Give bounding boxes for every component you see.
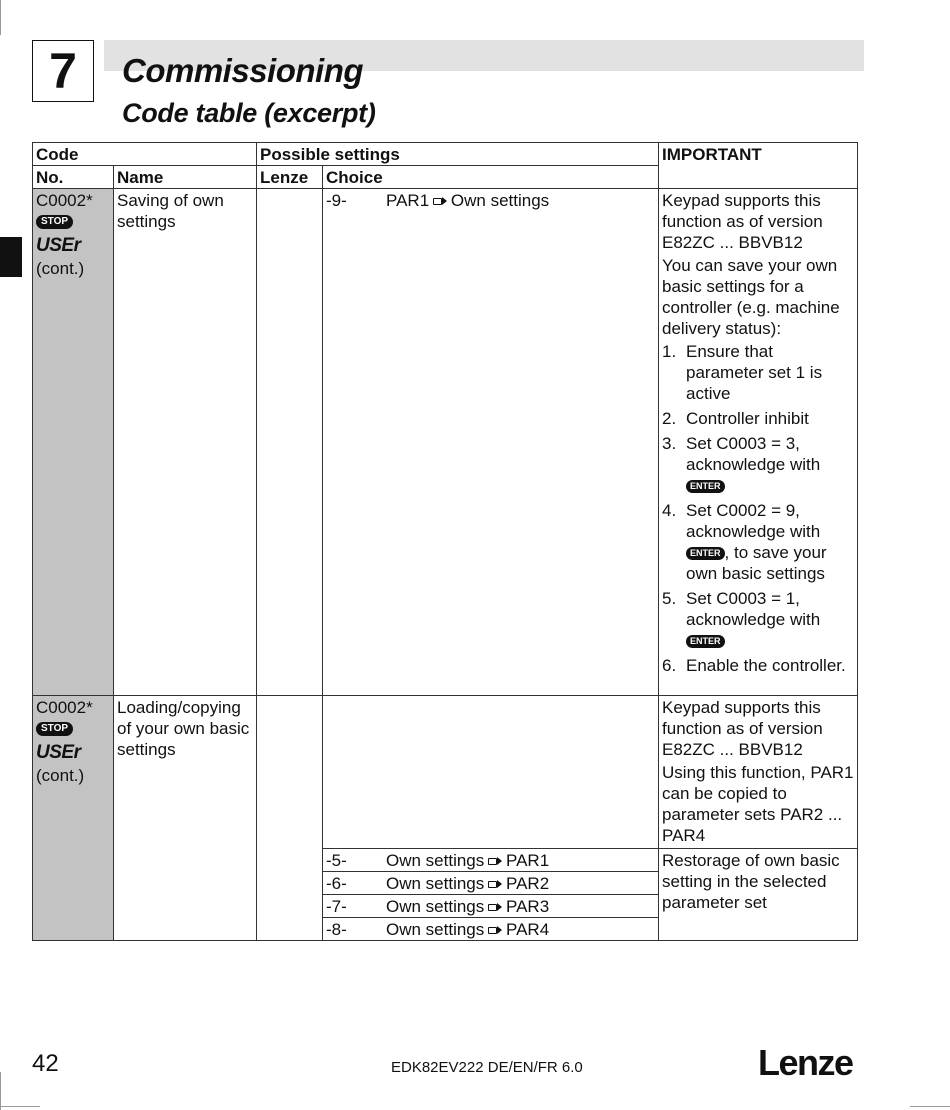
- section-subtitle: Code table (excerpt): [122, 98, 376, 128]
- enter-key-icon: ENTER: [686, 635, 725, 648]
- continued-label: (cont.): [36, 258, 85, 278]
- list-item: [662, 500, 854, 584]
- chapter-number: 7: [32, 40, 94, 102]
- enter-key-icon: ENTER: [686, 480, 725, 493]
- chapter-title: Commissioning: [122, 52, 364, 89]
- step-text: Enable the controller.: [686, 656, 846, 675]
- choice-number: -8-: [326, 920, 347, 939]
- code-table: [32, 142, 858, 941]
- important-cell: [659, 189, 858, 696]
- choice-from: Own settings: [386, 851, 485, 870]
- choice-to: PAR4: [506, 920, 550, 939]
- step-text: Set C0002 = 9, acknowledge with: [686, 501, 821, 541]
- choice-from: PAR1: [386, 191, 430, 210]
- enter-key-icon: ENTER: [686, 547, 725, 560]
- header-lenze: Lenze: [257, 166, 323, 189]
- header-name: Name: [114, 166, 257, 189]
- step-text: , to save your own basic settings: [686, 543, 827, 583]
- crop-mark: [0, 1072, 1, 1110]
- choice-cell: [323, 918, 659, 941]
- choice-to: Own settings: [450, 191, 550, 210]
- arrow-right-icon: [433, 198, 442, 205]
- choice-number: -9-: [326, 191, 347, 210]
- arrow-right-icon: [488, 927, 497, 934]
- continued-label: (cont.): [36, 765, 85, 785]
- name-cell: Loading/copying of your own basic settings: [114, 696, 257, 941]
- chapter-side-tab: [0, 237, 22, 277]
- step-text: Set C0003 = 3, acknowledge with: [686, 434, 821, 474]
- table-row: [33, 696, 858, 849]
- crop-mark: [0, 0, 1, 35]
- header-no: No.: [33, 166, 114, 189]
- arrow-right-icon: [488, 881, 497, 888]
- step-number: 1.: [662, 342, 677, 361]
- table-header-row: [33, 143, 858, 166]
- header-possible-settings: Possible settings: [257, 143, 659, 166]
- important-text: Using this function, PAR1 can be copied to parameter sets PAR2 ... PAR4: [662, 763, 854, 845]
- lenze-logo: Lenze: [758, 1042, 853, 1083]
- choice-number: -6-: [326, 874, 347, 893]
- table-row: [33, 189, 858, 696]
- header-code: Code: [33, 143, 257, 166]
- stop-key-icon: STOP: [36, 215, 73, 229]
- choice-number: -7-: [326, 897, 347, 916]
- choice-cell: [323, 696, 659, 849]
- choice-to: PAR3: [506, 897, 550, 916]
- code-cell: [33, 696, 114, 941]
- display-user-icon: USEr: [36, 741, 81, 763]
- important-text: Keypad supports this function as of version E82ZC ... BBVB12: [662, 698, 823, 759]
- step-number: 5.: [662, 589, 677, 608]
- list-item: [662, 408, 854, 429]
- important-cell: [659, 696, 858, 849]
- lenze-cell: [257, 696, 323, 941]
- steps-list: [662, 341, 854, 676]
- header-important: IMPORTANT: [659, 143, 858, 189]
- choice-cell: [323, 849, 659, 872]
- choice-cell: [323, 189, 659, 696]
- step-number: 2.: [662, 409, 677, 428]
- step-number: 6.: [662, 656, 677, 675]
- list-item: [662, 655, 854, 676]
- step-text: Ensure that parameter set 1 is active: [686, 342, 823, 403]
- arrow-right-icon: [488, 858, 497, 865]
- choice-cell: [323, 895, 659, 918]
- code-cell: [33, 189, 114, 696]
- step-text: Set C0003 = 1, acknowledge with: [686, 589, 821, 629]
- choice-number: -5-: [326, 851, 347, 870]
- important-cell: Restorage of own basic setting in the selected parameter set: [659, 849, 858, 941]
- step-number: 4.: [662, 501, 677, 520]
- step-number: 3.: [662, 434, 677, 453]
- choice-from: Own settings: [386, 874, 485, 893]
- stop-key-icon: STOP: [36, 722, 73, 736]
- document-code: EDK82EV222 DE/EN/FR 6.0: [391, 1059, 583, 1076]
- choice-from: Own settings: [386, 897, 485, 916]
- crop-mark: [910, 1106, 950, 1107]
- list-item: [662, 341, 854, 404]
- choice-cell: [323, 872, 659, 895]
- choice-from: Own settings: [386, 920, 485, 939]
- lenze-cell: [257, 189, 323, 696]
- choice-to: PAR1: [506, 851, 550, 870]
- list-item: [662, 588, 854, 651]
- header-choice: Choice: [323, 166, 659, 189]
- code-number: C0002*: [36, 698, 93, 717]
- important-text: You can save your own basic settings for a controller (e.g. machine delivery status):: [662, 256, 840, 338]
- code-number: C0002*: [36, 191, 93, 210]
- display-user-icon: USEr: [36, 234, 81, 256]
- arrow-right-icon: [488, 904, 497, 911]
- choice-to: PAR2: [506, 874, 550, 893]
- crop-mark: [0, 1106, 40, 1107]
- step-text: Controller inhibit: [686, 409, 809, 428]
- list-item: [662, 433, 854, 496]
- name-cell: Saving of own settings: [114, 189, 257, 696]
- important-text: Keypad supports this function as of version E82ZC ... BBVB12: [662, 191, 823, 252]
- page-number: 42: [32, 1050, 59, 1077]
